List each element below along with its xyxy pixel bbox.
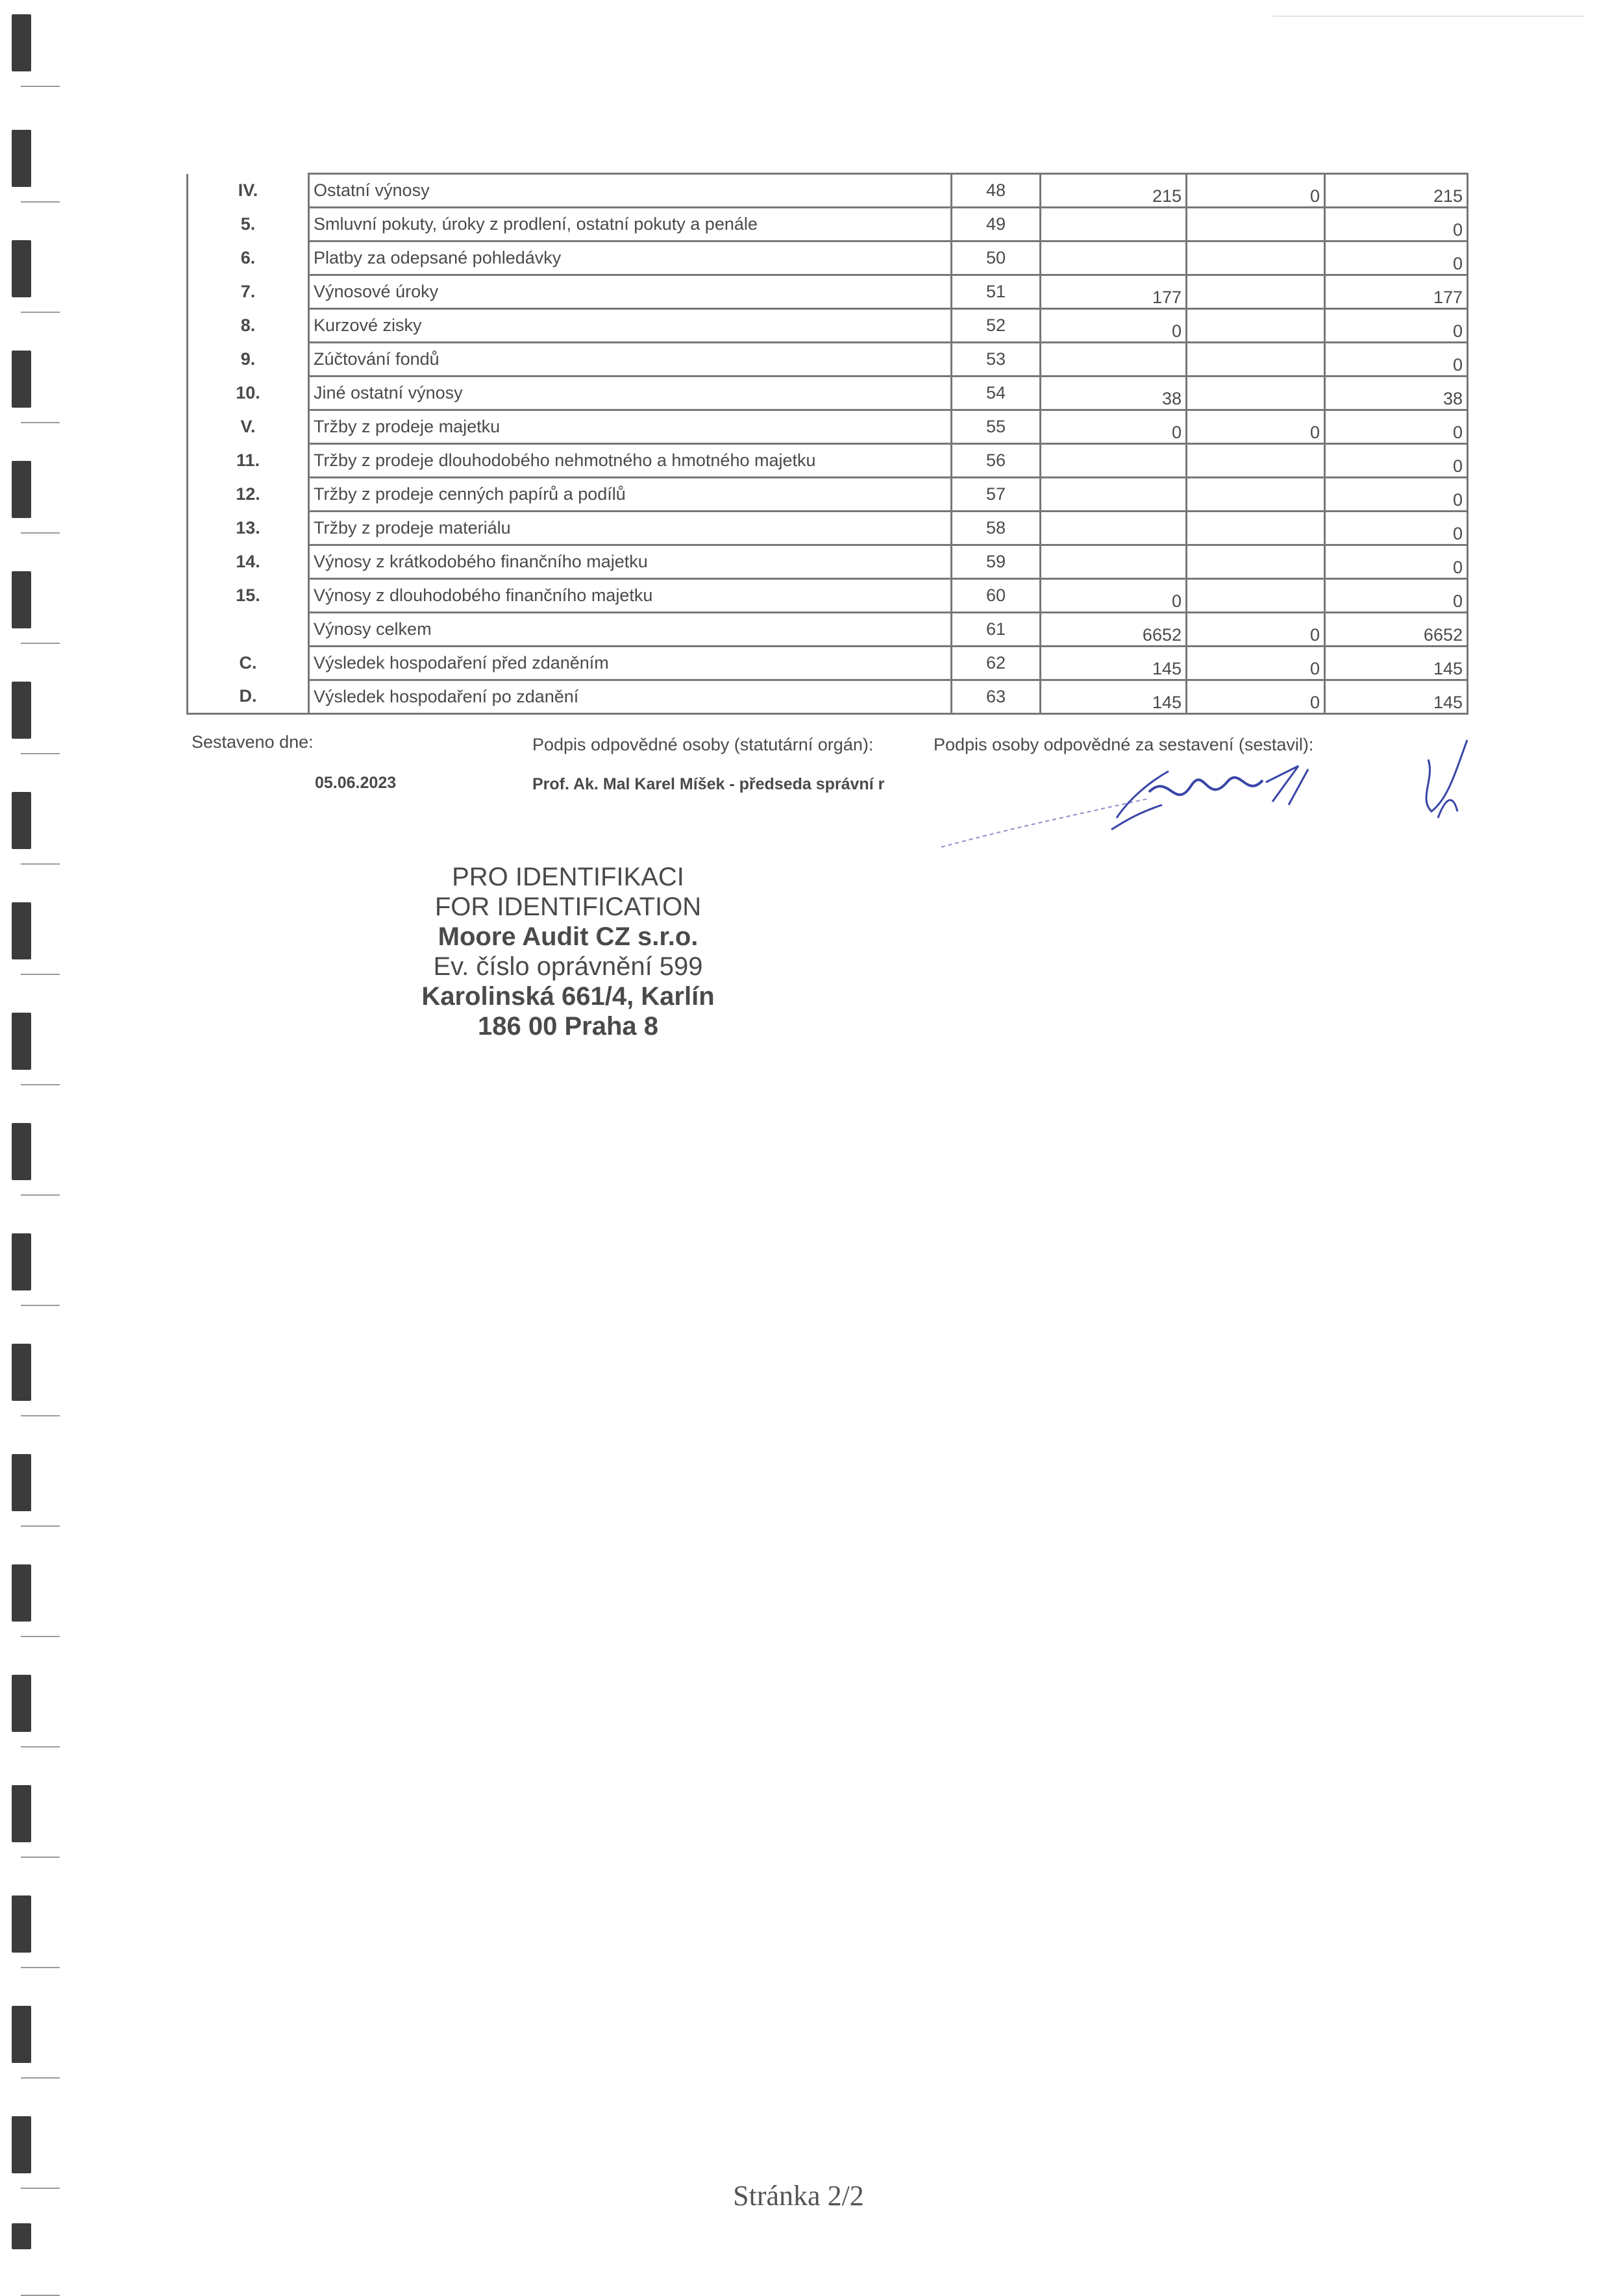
row-label: Zúčtování fondů [309, 343, 952, 376]
value-economic-activity: 0 [1187, 680, 1325, 714]
handwritten-signature [935, 721, 1519, 870]
value-total: 0 [1325, 512, 1468, 545]
value-total: 145 [1325, 647, 1468, 680]
stamp-line-1: PRO IDENTIFIKACI [452, 863, 684, 891]
row-marker: 8. [188, 309, 309, 343]
value-main-activity [1041, 512, 1187, 545]
row-marker [188, 613, 309, 647]
value-economic-activity [1187, 275, 1325, 309]
value-total: 145 [1325, 680, 1468, 714]
value-total: 0 [1325, 478, 1468, 512]
binding-hole [12, 2116, 31, 2173]
value-main-activity: 145 [1041, 647, 1187, 680]
table-row [188, 410, 1468, 444]
binding-hole [12, 2223, 31, 2249]
row-marker: IV. [188, 174, 309, 208]
row-code: 61 [952, 613, 1041, 647]
value-main-activity [1041, 343, 1187, 376]
table-row [188, 309, 1468, 343]
row-label: Výnosy celkem [309, 613, 952, 647]
value-economic-activity [1187, 208, 1325, 241]
table-row [188, 613, 1468, 647]
value-main-activity [1041, 545, 1187, 579]
row-marker: 7. [188, 275, 309, 309]
value-economic-activity [1187, 309, 1325, 343]
row-code: 52 [952, 309, 1041, 343]
binding-hole [12, 1564, 31, 1622]
table-row [188, 376, 1468, 410]
binding-hole [12, 1123, 31, 1180]
table-row [188, 275, 1468, 309]
row-label: Tržby z prodeje dlouhodobého nehmotného a hmotného majetku [309, 444, 952, 478]
row-label: Výsledek hospodaření po zdanění [309, 680, 952, 714]
value-economic-activity [1187, 241, 1325, 275]
row-code: 63 [952, 680, 1041, 714]
row-marker: V. [188, 410, 309, 444]
value-main-activity: 215 [1041, 174, 1187, 208]
table-row [188, 545, 1468, 579]
value-total: 6652 [1325, 613, 1468, 647]
binding-hole [12, 1013, 31, 1070]
value-main-activity [1041, 444, 1187, 478]
binding-hole [12, 240, 31, 297]
auditor-identification-stamp [390, 862, 747, 1041]
value-total: 0 [1325, 410, 1468, 444]
binding-hole [12, 902, 31, 959]
table-row [188, 647, 1468, 680]
binding-hole [12, 571, 31, 628]
row-label: Výnosy z krátkodobého finančního majetku [309, 545, 952, 579]
row-code: 55 [952, 410, 1041, 444]
row-marker: 6. [188, 241, 309, 275]
table-row [188, 241, 1468, 275]
row-label: Jiné ostatní výnosy [309, 376, 952, 410]
value-total: 177 [1325, 275, 1468, 309]
binding-hole [12, 130, 31, 187]
row-marker: 5. [188, 208, 309, 241]
binding-hole [12, 1675, 31, 1732]
row-marker: 9. [188, 343, 309, 376]
row-code: 62 [952, 647, 1041, 680]
row-marker: 10. [188, 376, 309, 410]
value-main-activity [1041, 478, 1187, 512]
value-main-activity: 0 [1041, 309, 1187, 343]
value-economic-activity [1187, 343, 1325, 376]
scan-edge-line [1272, 16, 1584, 17]
preparer-signature-label: Podpis osoby odpovědné za sestavení (sestavil): [934, 735, 1314, 754]
row-marker: 12. [188, 478, 309, 512]
row-label: Tržby z prodeje materiálu [309, 512, 952, 545]
binding-hole [12, 461, 31, 518]
binding-hole [12, 1454, 31, 1511]
value-main-activity: 177 [1041, 275, 1187, 309]
value-economic-activity [1187, 512, 1325, 545]
value-total: 0 [1325, 579, 1468, 613]
row-code: 53 [952, 343, 1041, 376]
binding-hole [12, 14, 31, 71]
row-code: 51 [952, 275, 1041, 309]
row-label: Smluvní pokuty, úroky z prodlení, ostatní pokuty a penále [309, 208, 952, 241]
row-label: Kurzové zisky [309, 309, 952, 343]
value-main-activity [1041, 241, 1187, 275]
row-code: 57 [952, 478, 1041, 512]
value-main-activity: 0 [1041, 579, 1187, 613]
binding-hole [12, 1785, 31, 1842]
binding-hole [12, 1233, 31, 1290]
binding-hole [12, 351, 31, 408]
value-total: 0 [1325, 545, 1468, 579]
row-label: Výnosové úroky [309, 275, 952, 309]
stamp-address-city: 186 00 Praha 8 [478, 1012, 658, 1041]
row-code: 59 [952, 545, 1041, 579]
binding-hole [12, 682, 31, 739]
statutory-name: Prof. Ak. Mal Karel Míšek - předseda správní r [532, 775, 885, 793]
row-code: 58 [952, 512, 1041, 545]
stamp-auditor-name: Moore Audit CZ s.r.o. [438, 922, 699, 951]
row-code: 60 [952, 579, 1041, 613]
value-total: 0 [1325, 309, 1468, 343]
value-total: 0 [1325, 241, 1468, 275]
value-main-activity: 6652 [1041, 613, 1187, 647]
row-marker: 11. [188, 444, 309, 478]
value-total: 215 [1325, 174, 1468, 208]
value-economic-activity [1187, 545, 1325, 579]
value-main-activity: 38 [1041, 376, 1187, 410]
page-number: Stránka 2/2 [733, 2180, 864, 2212]
stamp-line-2: FOR IDENTIFICATION [434, 893, 702, 921]
value-economic-activity: 0 [1187, 410, 1325, 444]
compiled-date: 05.06.2023 [315, 774, 397, 792]
value-economic-activity [1187, 376, 1325, 410]
value-economic-activity [1187, 579, 1325, 613]
binding-hole [12, 792, 31, 849]
value-total: 0 [1325, 208, 1468, 241]
value-main-activity: 0 [1041, 410, 1187, 444]
value-main-activity: 145 [1041, 680, 1187, 714]
value-economic-activity [1187, 444, 1325, 478]
row-marker: 14. [188, 545, 309, 579]
table-row [188, 512, 1468, 545]
row-label: Tržby z prodeje cenných papírů a podílů [309, 478, 952, 512]
row-marker: D. [188, 680, 309, 714]
value-economic-activity: 0 [1187, 174, 1325, 208]
row-label: Ostatní výnosy [309, 174, 952, 208]
value-economic-activity [1187, 478, 1325, 512]
income-statement-table [186, 173, 1468, 715]
binding-holes [0, 0, 52, 2278]
statutory-signature-label: Podpis odpovědné osoby (statutární orgán): [532, 735, 874, 754]
row-label: Výnosy z dlouhodobého finančního majetku [309, 579, 952, 613]
stamp-license-number: Ev. číslo oprávnění 599 [433, 952, 703, 981]
table-row [188, 208, 1468, 241]
row-code: 54 [952, 376, 1041, 410]
table-row [188, 579, 1468, 613]
table-row [188, 680, 1468, 714]
binding-hole [12, 1895, 31, 1953]
binding-hole [12, 1344, 31, 1401]
row-marker: C. [188, 647, 309, 680]
row-label: Výsledek hospodaření před zdaněním [309, 647, 952, 680]
row-code: 50 [952, 241, 1041, 275]
value-total: 0 [1325, 343, 1468, 376]
row-marker: 13. [188, 512, 309, 545]
table-row [188, 343, 1468, 376]
row-label: Tržby z prodeje majetku [309, 410, 952, 444]
table-row [188, 444, 1468, 478]
table-row [188, 174, 1468, 208]
row-code: 49 [952, 208, 1041, 241]
binding-hole [12, 2006, 31, 2063]
value-total: 38 [1325, 376, 1468, 410]
value-economic-activity: 0 [1187, 647, 1325, 680]
compiled-label: Sestaveno dne: [192, 732, 314, 752]
row-code: 48 [952, 174, 1041, 208]
row-label: Platby za odepsané pohledávky [309, 241, 952, 275]
value-economic-activity: 0 [1187, 613, 1325, 647]
value-main-activity [1041, 208, 1187, 241]
row-marker: 15. [188, 579, 309, 613]
stamp-address-street: Karolinská 661/4, Karlín [421, 982, 715, 1011]
table-row [188, 478, 1468, 512]
row-code: 56 [952, 444, 1041, 478]
value-total: 0 [1325, 444, 1468, 478]
